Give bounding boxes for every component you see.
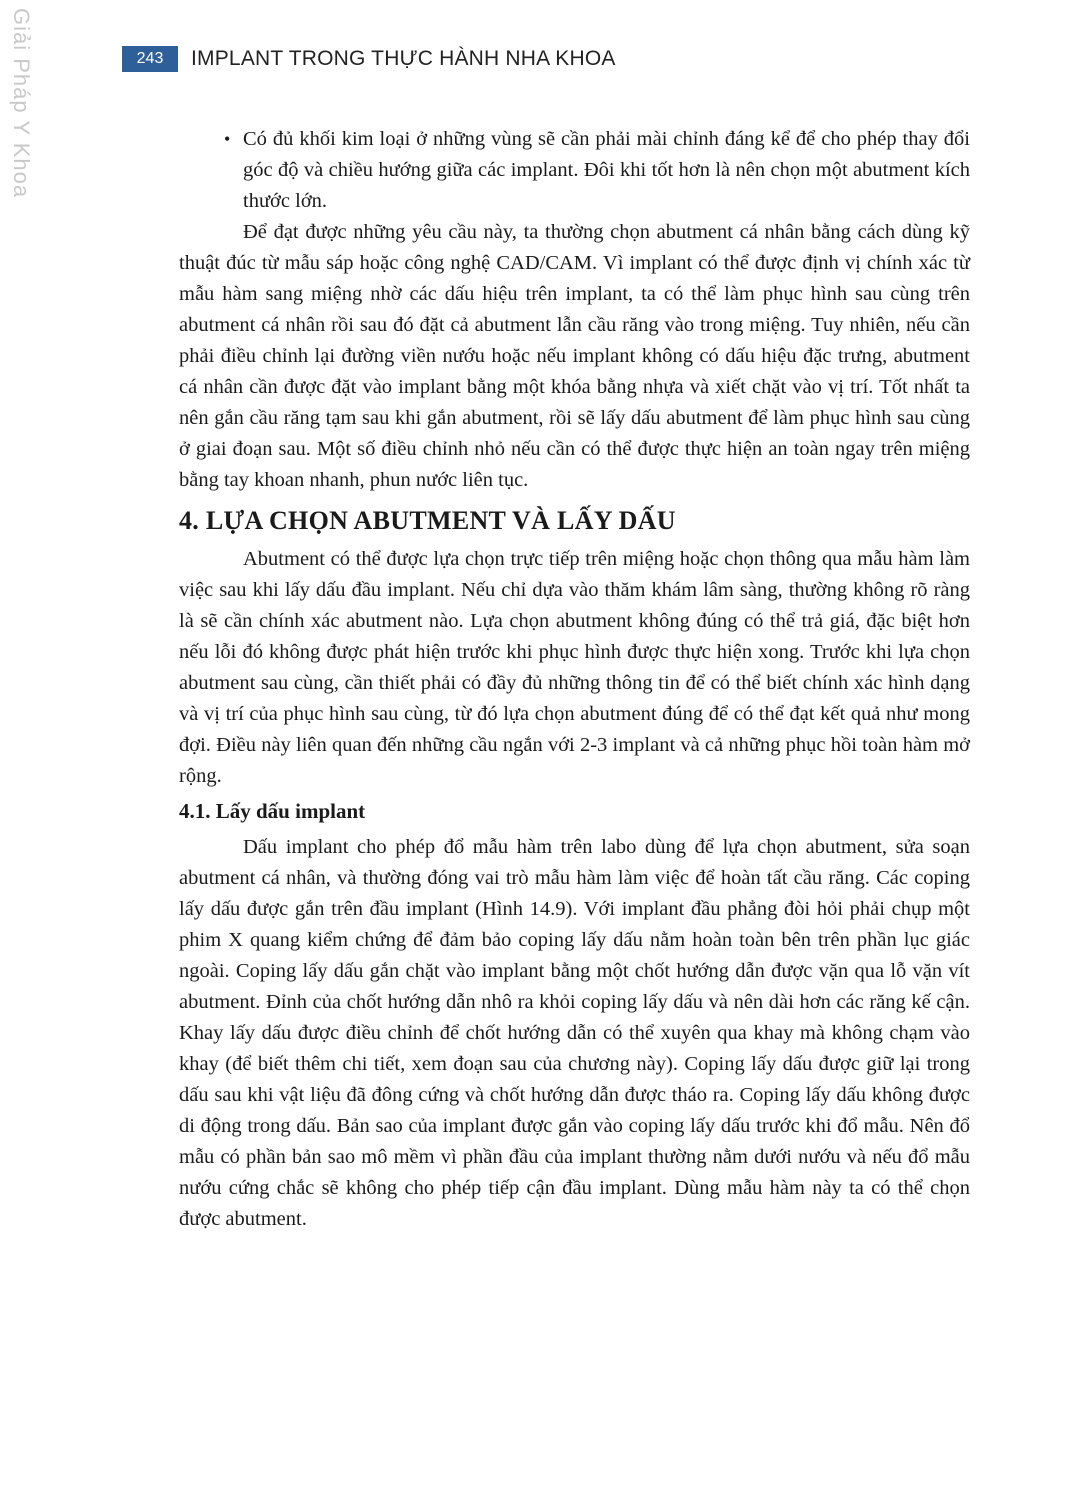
page-header <box>122 46 616 72</box>
section-4-1-heading: 4.1. Lấy dấu implant <box>179 799 366 823</box>
bullet-icon: • <box>224 129 231 149</box>
paragraph-1: Để đạt được những yêu cầu này, ta thường chọn abutment cá nhân bằng cách dùng kỹ thuật đúc từ mẫu sáp hoặc công nghệ CAD/CAM. Vì implant có thể được định vị chính xác từ mẫu hàm sang miệng nhờ các dấu hiệu trên implant, ta có thể làm phục hình sau cùng trên abutment cá nhân rồi sau đó đặt cả abutment lẫn cầu răng vào trong miệng. Tuy nhiên, nếu cần phải điều chỉnh lại đường viền nướu hoặc nếu implant không có dấu hiệu đặc trưng, abutment cá nhân cần được đặt vào implant bằng một khóa bằng nhựa và xiết chặt vào vị trí. Tốt nhất ta nên gắn cầu răng tạm sau khi gắn abutment, rồi sẽ lấy dấu abutment để làm phục hình sau cùng ở giai đoạn sau. Một số điều chỉnh nhỏ nếu cần có thể được thực hiện an toàn ngay trên miệng bằng tay khoan nhanh, phun nước liên tục. <box>179 221 970 491</box>
section-4-paragraph: Abutment có thể được lựa chọn trực tiếp trên miệng hoặc chọn thông qua mẫu hàm làm việc sau khi lấy dấu đầu implant. Nếu chỉ dựa vào thăm khám lâm sàng, thường không rõ ràng là sẽ cần chính xác abutment nào. Lựa chọn abutment không đúng có thể trả giá, đặc biệt hơn nếu lỗi đó không được phát hiện trước khi phục hình được thực hiện xong. Trước khi lựa chọn abutment sau cùng, cần thiết phải có đầy đủ những thông tin để có thể biết chính xác hình dạng và vị trí của phục hình sau cùng, từ đó lựa chọn abutment đúng để có thể đạt kết quả như mong đợi. Điều này liên quan đến những cầu ngắn với 2-3 implant và cả những phục hồi toàn hàm mở rộng. <box>179 548 970 787</box>
running-title: IMPLANT TRONG THỰC HÀNH NHA KHOA <box>191 47 616 70</box>
side-watermark: Giải Pháp Y Khoa <box>9 8 34 199</box>
bullet-item <box>179 124 970 217</box>
page-body <box>179 124 970 1235</box>
section-4-heading: 4. LỰA CHỌN ABUTMENT VÀ LẤY DẤU <box>179 506 676 535</box>
bullet-text: Có đủ khối kim loại ở những vùng sẽ cần phải mài chỉnh đáng kể để cho phép thay đổi góc độ và chiều hướng giữa các implant. Đôi khi tốt hơn là nên chọn một abutment kích thước lớn. <box>243 128 970 212</box>
page-number: 243 <box>122 46 178 72</box>
section-4-1-paragraph: Dấu implant cho phép đổ mẫu hàm trên labo dùng để lựa chọn abutment, sửa soạn abutment cá nhân, và thường đóng vai trò mẫu hàm làm việc để hoàn tất cầu răng. Các coping lấy dấu được gắn trên đầu implant (Hình 14.9). Với implant đầu phẳng đòi hỏi phải chụp một phim X quang kiểm chứng để đảm bảo coping lấy dấu nằm hoàn toàn bên trên phần lục giác ngoài. Coping lấy dấu gắn chặt vào implant bằng một chốt hướng dẫn được vặn qua lỗ vặn vít abutment. Đỉnh của chốt hướng dẫn nhô ra khỏi coping lấy dấu và nên dài hơn các răng kế cận. Khay lấy dấu được điều chỉnh để chốt hướng dẫn có thể xuyên qua khay mà không chạm vào khay (để biết thêm chi tiết, xem đoạn sau của chương này). Coping lấy dấu được giữ lại trong dấu sau khi vật liệu đã đông cứng và chốt hướng dẫn được tháo ra. Coping lấy dấu không được di động trong dấu. Bản sao của implant được gắn vào coping lấy dấu trước khi đổ mẫu. Nên đổ mẫu có phần bản sao mô mềm vì phần đầu của implant thường nằm dưới nướu và nếu đổ mẫu nướu cứng chắc sẽ không cho phép tiếp cận đầu implant. Dùng mẫu hàm này ta có thể chọn được abutment. <box>179 836 970 1230</box>
